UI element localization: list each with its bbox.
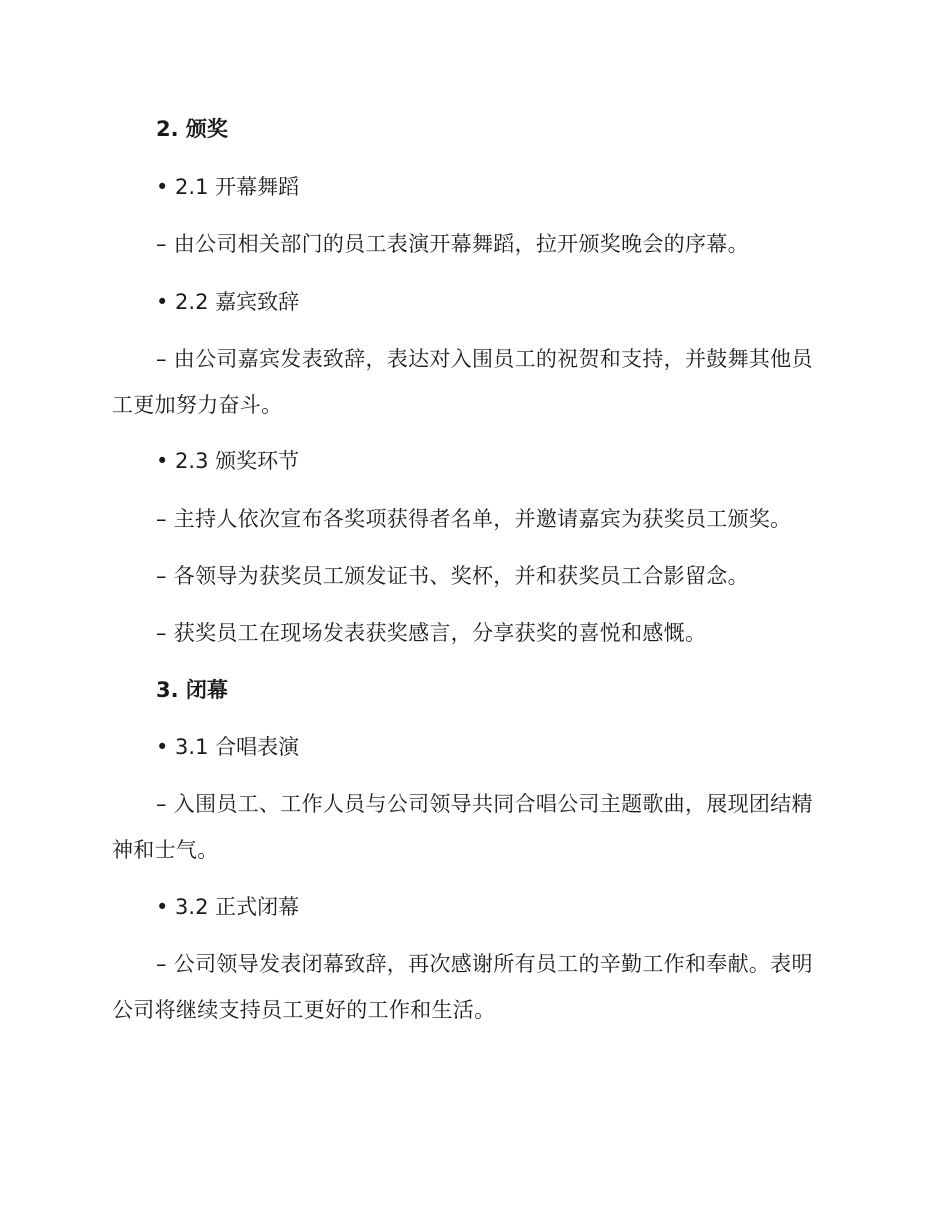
item-text-award-announce: – 主持人依次宣布各奖项获得者名单，并邀请嘉宾为获奖员工颁奖。: [156, 507, 792, 531]
item-text-opening-dance: – 由公司相关部门的员工表演开幕舞蹈，拉开颁奖晚会的序幕。: [156, 232, 749, 256]
item-text-chorus: – 入围员工、工作人员与公司领导共同合唱公司主题歌曲，展现团结精神和士气。: [112, 792, 813, 862]
section-heading-awards: 2. 颁奖: [156, 117, 228, 141]
item-text-award-speech: – 获奖员工在现场发表获奖感言，分享获奖的喜悦和感慨。: [156, 621, 707, 645]
item-text-award-present: – 各领导为获奖员工颁发证书、奖杯，并和获奖员工合影留念。: [156, 564, 749, 588]
item-text-formal-closing: – 公司领导发表闭幕致辞，再次感谢所有员工的辛勤工作和奉献。表明公司将继续支持员工更好的工作和生活。: [112, 952, 813, 1022]
item-title-chorus: • 3.1 合唱表演: [156, 735, 300, 759]
item-title-guest-speech: • 2.2 嘉宾致辞: [156, 290, 300, 314]
item-title-opening-dance: • 2.1 开幕舞蹈: [156, 175, 300, 199]
item-title-formal-closing: • 3.2 正式闭幕: [156, 895, 300, 919]
item-title-award-session: • 2.3 颁奖环节: [156, 449, 300, 473]
section-heading-closing: 3. 闭幕: [156, 678, 228, 702]
item-text-guest-speech: – 由公司嘉宾发表致辞，表达对入围员工的祝贺和支持，并鼓舞其他员工更加努力奋斗。: [112, 347, 813, 417]
